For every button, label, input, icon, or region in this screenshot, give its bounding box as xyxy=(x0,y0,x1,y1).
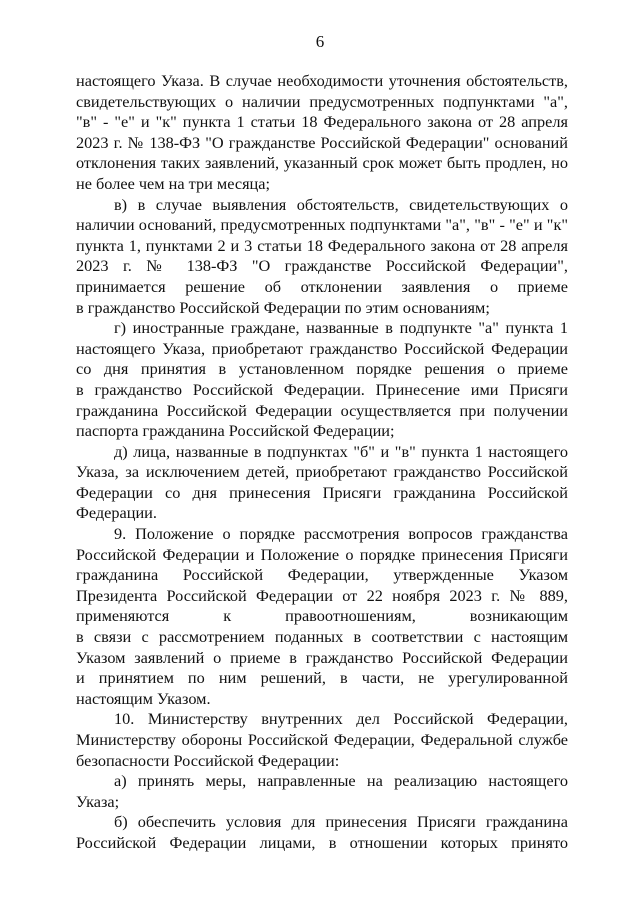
text-line: гражданина Российской Федерации, утвержденные Указом xyxy=(76,565,568,585)
text-line: д) лица, названные в подпунктах "б" и "в" пункта 1 настоящего xyxy=(114,441,568,461)
text-line: Российской Федерации лицами, в отношении которых принято xyxy=(76,832,568,852)
paragraph xyxy=(76,524,568,709)
text-line: принимается решение об отклонении заявления о приеме xyxy=(76,276,568,296)
paragraph xyxy=(76,812,568,853)
text-line: Министерству обороны Российской Федерации, Федеральной службе xyxy=(76,730,568,749)
paragraph xyxy=(76,771,568,812)
text-line: безопасности Российской Федерации: xyxy=(76,750,340,770)
paragraph xyxy=(76,442,568,524)
text-line: отклонения таких заявлений, указанный срок может быть продлен, но xyxy=(76,153,568,173)
text-line: в гражданство Российской Федерации. Принесение ими Присяги xyxy=(76,379,568,399)
text-line: настоящего Указа. В случае необходимости уточнения обстоятельств, xyxy=(76,71,568,90)
document-body xyxy=(76,71,568,854)
paragraph xyxy=(76,195,568,319)
text-line: Указа; xyxy=(76,791,120,811)
text-line: Указом заявлений о приеме в гражданство Российской Федерации xyxy=(76,647,568,667)
text-line: 2023 г. № 138-ФЗ "О гражданстве Российской Федерации", xyxy=(76,256,568,276)
text-line: б) обеспечить условия для принесения Присяги гражданина xyxy=(114,812,568,832)
text-line: в гражданство Российской Федерации по этим основаниям; xyxy=(76,297,490,317)
text-line: Указа, за исключением детей, приобретают гражданство Российской xyxy=(76,462,568,482)
text-line: г) иностранные граждане, названные в подпункте "а" пункта 1 xyxy=(114,318,568,338)
text-line: Федерации со дня принесения Присяги гражданина Российской xyxy=(76,482,568,502)
text-line: Федерации. xyxy=(76,503,157,523)
text-line: в) в случае выявления обстоятельств, свидетельствующих о xyxy=(114,194,568,214)
text-line: гражданина Российской Федерации осуществляется при получении xyxy=(76,400,568,420)
text-line: свидетельствующих о наличии предусмотренных подпунктами "а", xyxy=(76,91,568,111)
text-line: настоящего Указа, приобретают гражданство Российской Федерации xyxy=(76,338,568,358)
text-line: Президента Российской Федерации от 22 ноября 2023 г. № 889, xyxy=(76,585,568,605)
paragraph xyxy=(76,318,568,442)
text-line: 10. Министерству внутренних дел Российской Федерации, xyxy=(114,709,568,729)
text-line: Российской Федерации и Положение о порядке принесения Присяги xyxy=(76,544,568,564)
text-line: а) принять меры, направленные на реализацию настоящего xyxy=(114,771,568,791)
text-line: наличии оснований, предусмотренных подпунктами "а", "в" - "е" и "к" xyxy=(76,215,568,235)
text-line: применяются к правоотношениям, возникающим xyxy=(76,606,568,626)
text-line: настоящим Указом. xyxy=(76,688,211,708)
text-line: в связи с рассмотрением поданных в соответствии с настоящим xyxy=(76,627,568,647)
paragraph xyxy=(76,71,568,195)
text-line: "в" - "е" и "к" пункта 1 статьи 18 Федерального закона от 28 апреля xyxy=(76,112,568,132)
text-line: 2023 г. № 138-ФЗ "О гражданстве Российской Федерации" оснований xyxy=(76,132,568,152)
text-line: со дня принятия в установленном порядке решения о приеме xyxy=(76,359,568,379)
text-line: не более чем на три месяца; xyxy=(76,173,271,193)
text-line: пункта 1, пунктами 2 и 3 статьи 18 Федерального закона от 28 апреля xyxy=(76,235,568,255)
text-line: 9. Положение о порядке рассмотрения вопросов гражданства xyxy=(114,524,568,544)
text-line: паспорта гражданина Российской Федерации; xyxy=(76,421,395,441)
page-number: 6 xyxy=(315,32,325,51)
text-line: и принятием по ним решений, в части, не урегулированной xyxy=(76,668,568,688)
paragraph xyxy=(76,709,568,771)
